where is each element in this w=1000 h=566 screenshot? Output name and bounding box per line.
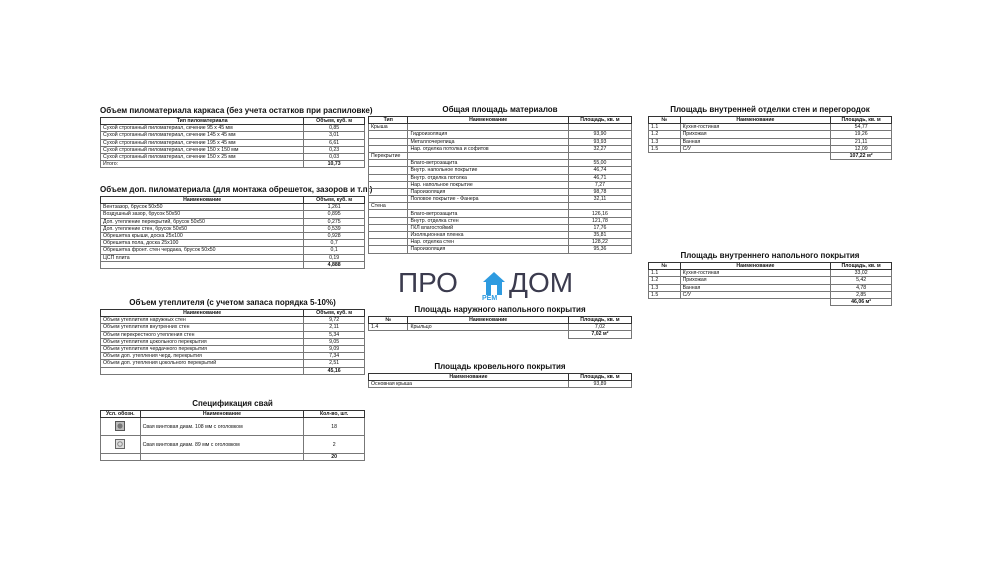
table-cell (408, 124, 568, 131)
inner-floor-title: Площадь внутреннего напольного покрытия (680, 251, 860, 260)
header-cell: Наименование (680, 117, 831, 124)
empty-cell (649, 298, 681, 305)
header-cell: Усл. обозн. (101, 411, 141, 418)
inner-walls-title: Площадь внутренней отделки стен и перегородок (670, 105, 870, 114)
table-cell: С/У (680, 291, 831, 298)
table-cell: Ванная (680, 284, 831, 291)
table-row (369, 224, 632, 231)
outer-floor-title: Площадь наружного напольного покрытия (414, 305, 586, 314)
table-header-row (369, 374, 632, 381)
table-total-row (649, 298, 892, 305)
table-cell: Крыша (369, 124, 408, 131)
inner-walls-table (648, 116, 892, 160)
table-cell: 0,895 (304, 211, 365, 218)
table-cell: Объем утеплителя наружных стен (101, 317, 304, 324)
header-cell: Площадь, кв. м (831, 263, 892, 270)
table-cell (369, 246, 408, 253)
table-cell (369, 181, 408, 188)
empty-cell (101, 261, 304, 268)
table-cell: Объем доп. утепления цокольного перекрытий (101, 360, 304, 367)
total-label: Итого: (101, 161, 304, 168)
table-cell: 1,261 (304, 204, 365, 211)
table-cell: 4,78 (831, 284, 892, 291)
header-cell: Площадь, кв. м (568, 374, 631, 381)
table-cell: Гидроизоляция (408, 131, 568, 138)
table-cell (369, 167, 408, 174)
total-value: 7,02 м² (568, 331, 631, 338)
empty-cell (101, 454, 141, 461)
frame-lumber-table (100, 117, 365, 168)
table-cell: 32,11 (568, 196, 631, 203)
total-value: 4,888 (304, 261, 365, 268)
total-value: 45,16 (304, 367, 365, 374)
table-cell: Сухой строганный пиломатериал, сечение 145 х 45 мм (101, 132, 304, 139)
pro-dom-logo (398, 268, 598, 308)
header-cell: Площадь, кв. м (831, 117, 892, 124)
table-cell: Внутр. отделка потолка (408, 174, 568, 181)
table-cell: 0,19 (304, 254, 365, 261)
table-cell: 7,34 (304, 353, 365, 360)
table-cell: Влаго-ветрозащита (408, 160, 568, 167)
table-row (649, 131, 892, 138)
table-cell: Воздушный зазор, брусок 50х50 (101, 211, 304, 218)
table-cell: 93,93 (568, 138, 631, 145)
header-cell: Наименование (101, 197, 304, 204)
extra-lumber-table (100, 196, 365, 269)
table-cell: Обрешетка крыши, доска 25х100 (101, 232, 304, 239)
header-cell: Объем, куб. м (304, 197, 365, 204)
table-row (101, 338, 365, 345)
header-cell: Площадь, кв. м (568, 117, 631, 124)
table-cell: 95,36 (568, 246, 631, 253)
header-cell: Кол-во, шт. (304, 411, 365, 418)
table-cell: 9,72 (304, 317, 365, 324)
table-cell: Объем утеплителя внутренних стен (101, 324, 304, 331)
insulation-block (100, 298, 365, 375)
table-row (101, 153, 365, 160)
table-row (101, 146, 365, 153)
table-cell: Сухой строганный пиломатериал, сечение 95 х 45 мм (101, 125, 304, 132)
table-row (101, 204, 365, 211)
pile-qty: 18 (304, 418, 365, 436)
extra-lumber-title: Объем доп. пиломатериала (для монтажа обрешеток, зазоров и т.п.) (100, 185, 373, 194)
table-row (101, 345, 365, 352)
frame-lumber-title: Объем пиломатериала каркаса (без учета остатков при распиловке) (100, 106, 373, 115)
table-cell: Объем доп. утепления черд. перекрытия (101, 353, 304, 360)
header-cell: № (369, 317, 408, 324)
table-cell: 93,90 (568, 131, 631, 138)
total-value: 107,22 м² (831, 152, 892, 159)
pile-symbol-108-icon (101, 418, 141, 436)
insulation-title: Объем утеплителя (с учетом запаса порядка 5-10%) (129, 298, 336, 307)
table-total-row (101, 161, 365, 168)
table-cell: Сухой строганный пиломатериал, сечение 195 х 45 мм (101, 139, 304, 146)
table-row (101, 324, 365, 331)
table-cell: 0,928 (304, 232, 365, 239)
table-cell: Внутр. напольное покрытие (408, 167, 568, 174)
header-cell: № (649, 117, 681, 124)
table-cell: Обрешетка фронт. стен чердака, брусок 50х50 (101, 247, 304, 254)
materials-block (368, 105, 632, 254)
table-row (649, 124, 892, 131)
table-cell: 0,85 (304, 125, 365, 132)
table-cell: 1.2 (649, 277, 681, 284)
table-cell: 93,89 (568, 381, 631, 388)
table-cell: Прихожая (680, 131, 831, 138)
pile-symbol-89-icon (101, 436, 141, 454)
table-header-row (101, 197, 365, 204)
table-cell: 121,78 (568, 217, 631, 224)
table-cell: Внутр. отделка стен (408, 217, 568, 224)
header-cell: Тип пиломатериала (101, 118, 304, 125)
table-cell (369, 239, 408, 246)
table-cell: Металлочерепица (408, 138, 568, 145)
table-cell: 1.5 (649, 145, 681, 152)
table-row (369, 160, 632, 167)
table-header-row (649, 117, 892, 124)
table-cell: 9,05 (304, 338, 365, 345)
header-cell: № (649, 263, 681, 270)
table-row (369, 188, 632, 195)
table-cell: 17,76 (568, 224, 631, 231)
insulation-table (100, 309, 365, 375)
empty-cell (649, 152, 681, 159)
table-cell (369, 196, 408, 203)
table-cell (369, 232, 408, 239)
table-cell: Доп. утепление перекрытий, брусок 50х50 (101, 218, 304, 225)
table-total-row (649, 152, 892, 159)
pile-total: 20 (304, 454, 365, 461)
table-cell: 46,74 (568, 167, 631, 174)
table-cell: 1.1 (649, 124, 681, 131)
header-cell: Наименование (101, 310, 304, 317)
table-cell: Сухой строганный пиломатериал, сечение 150 х 25 мм (101, 153, 304, 160)
table-cell: Вентзазор, брусок 50х50 (101, 204, 304, 211)
table-row (101, 211, 365, 218)
table-cell: 1.3 (649, 284, 681, 291)
table-cell: 1.1 (649, 270, 681, 277)
table-row (369, 203, 632, 210)
table-cell: 0,275 (304, 218, 365, 225)
table-cell: 128,22 (568, 239, 631, 246)
table-cell: 0,03 (304, 153, 365, 160)
table-cell: Нар. отделка потолка и софитов (408, 145, 568, 152)
table-row (649, 270, 892, 277)
header-cell: Наименование (680, 263, 831, 270)
roof-table (368, 373, 632, 388)
table-cell: 0,23 (304, 146, 365, 153)
header-cell: Наименование (408, 117, 568, 124)
table-cell: 2,85 (831, 291, 892, 298)
table-row (369, 124, 632, 131)
house-icon (481, 270, 507, 298)
table-cell: Стена (369, 203, 408, 210)
table-cell: Пароизоляция (408, 246, 568, 253)
table-cell: Прихожая (680, 277, 831, 284)
table-row (101, 331, 365, 338)
frame-lumber-block (100, 106, 373, 168)
table-cell (408, 152, 568, 159)
table-row (101, 240, 365, 247)
logo-dom-text: ДОМ (509, 267, 574, 298)
table-header-row (101, 310, 365, 317)
logo-pro-text: ПРО (398, 267, 458, 298)
table-cell: 1.2 (649, 131, 681, 138)
header-cell: Наименование (408, 317, 568, 324)
table-cell: 6,61 (304, 139, 365, 146)
table-header-row (101, 411, 365, 418)
table-cell: 0,1 (304, 247, 365, 254)
table-cell (369, 138, 408, 145)
empty-cell (680, 298, 831, 305)
table-cell: Объем утеплителя чердачного перекрытия (101, 345, 304, 352)
table-cell (369, 174, 408, 181)
table-cell: Объем перекрестного утепления стен (101, 331, 304, 338)
empty-cell (101, 367, 304, 374)
table-cell: Нар. напольное покрытие (408, 181, 568, 188)
table-row (369, 167, 632, 174)
table-row (101, 218, 365, 225)
table-cell: 7,27 (568, 181, 631, 188)
table-row (369, 181, 632, 188)
table-cell (369, 224, 408, 231)
table-cell: Обрешетка пола, доска 25х100 (101, 240, 304, 247)
table-cell: Перекрытие (369, 152, 408, 159)
table-row (369, 324, 632, 331)
table-row (101, 317, 365, 324)
table-cell: 12,09 (831, 145, 892, 152)
table-cell (568, 124, 631, 131)
inner-floor-block (648, 251, 892, 306)
table-row (101, 132, 365, 139)
table-cell: 1.5 (649, 291, 681, 298)
empty-cell (140, 454, 304, 461)
table-cell (408, 203, 568, 210)
table-cell (369, 131, 408, 138)
header-cell: Площадь, кв. м (568, 317, 631, 324)
table-cell: 7,02 (568, 324, 631, 331)
table-row (101, 436, 365, 454)
table-row (369, 381, 632, 388)
table-cell: 19,26 (831, 131, 892, 138)
table-cell: Изоляционная пленка (408, 232, 568, 239)
pile-qty: 2 (304, 436, 365, 454)
table-row (369, 145, 632, 152)
table-cell: 0,539 (304, 225, 365, 232)
table-header-row (649, 263, 892, 270)
table-cell: 2,51 (304, 360, 365, 367)
table-cell: Половое покрытие - Фанера (408, 196, 568, 203)
extra-lumber-block (100, 185, 373, 269)
table-cell: 46,71 (568, 174, 631, 181)
table-total-row (101, 367, 365, 374)
table-row (101, 139, 365, 146)
table-cell: Крыльцо (408, 324, 568, 331)
table-cell: 32,27 (568, 145, 631, 152)
table-row (369, 246, 632, 253)
table-cell (369, 210, 408, 217)
logo-rem-text: РЕМ (482, 295, 498, 302)
table-cell: Основная крыша (369, 381, 569, 388)
header-cell: Объем, куб. м (304, 118, 365, 125)
table-row (369, 217, 632, 224)
roof-block (368, 362, 632, 388)
table-cell: Сухой строганный пиломатериал, сечение 150 х 150 мм (101, 146, 304, 153)
table-row (101, 418, 365, 436)
table-header-row (369, 117, 632, 124)
total-value: 46,06 м² (831, 298, 892, 305)
table-row (649, 291, 892, 298)
outer-floor-table (368, 316, 632, 339)
empty-cell (680, 152, 831, 159)
roof-title: Площадь кровельного покрытия (434, 362, 566, 371)
materials-table (368, 116, 632, 254)
table-cell: 35,81 (568, 232, 631, 239)
table-cell: 21,11 (831, 138, 892, 145)
piles-title: Спецификация свай (192, 399, 273, 408)
table-row (369, 131, 632, 138)
table-total-row (101, 261, 365, 268)
table-cell: 54,77 (831, 124, 892, 131)
empty-cell (408, 331, 568, 338)
table-row (101, 360, 365, 367)
table-cell: Влаго-ветрозащита (408, 210, 568, 217)
table-row (369, 196, 632, 203)
table-cell: ГКЛ влагостойкий (408, 224, 568, 231)
table-cell (369, 145, 408, 152)
header-cell: Объем, куб. м (304, 310, 365, 317)
empty-cell (369, 331, 408, 338)
table-cell (369, 160, 408, 167)
table-cell: Доп. утепление стен, брусок 50х50 (101, 225, 304, 232)
pile-name: Свая винтовая диам. 89 мм с оголовком (140, 436, 304, 454)
table-cell: 3,01 (304, 132, 365, 139)
table-row (649, 138, 892, 145)
table-cell: Объем утеплителя цокольного перекрытия (101, 338, 304, 345)
inner-walls-block (648, 105, 892, 160)
outer-floor-block (368, 305, 632, 339)
table-cell: 1.3 (649, 138, 681, 145)
table-row (101, 125, 365, 132)
table-row (369, 232, 632, 239)
table-cell: 55,00 (568, 160, 631, 167)
piles-table (100, 410, 365, 461)
total-value: 10,73 (304, 161, 365, 168)
table-cell: 5,34 (304, 331, 365, 338)
inner-floor-table (648, 262, 892, 306)
table-cell (568, 203, 631, 210)
table-cell: Кухня-гостиная (680, 124, 831, 131)
table-row (649, 145, 892, 152)
table-cell (568, 152, 631, 159)
table-cell: Пароизоляция (408, 188, 568, 195)
table-cell: С/У (680, 145, 831, 152)
table-cell: 0,7 (304, 240, 365, 247)
table-row (369, 152, 632, 159)
pile-name: Свая винтовая диам. 108 мм с оголовком (140, 418, 304, 436)
table-row (369, 239, 632, 246)
table-row (101, 232, 365, 239)
table-cell: Нар. отделка стен (408, 239, 568, 246)
table-header-row (101, 118, 365, 125)
table-cell: Кухня-гостиная (680, 270, 831, 277)
table-cell: 1.4 (369, 324, 408, 331)
header-cell: Тип (369, 117, 408, 124)
table-cell: 9,09 (304, 345, 365, 352)
table-row (101, 247, 365, 254)
table-cell: 98,78 (568, 188, 631, 195)
table-row (101, 254, 365, 261)
header-cell: Наименование (140, 411, 304, 418)
table-row (649, 284, 892, 291)
table-cell (369, 188, 408, 195)
table-cell: ЦСП плита (101, 254, 304, 261)
table-cell (369, 217, 408, 224)
table-row (369, 138, 632, 145)
table-row (369, 210, 632, 217)
table-cell: 2,11 (304, 324, 365, 331)
header-cell: Наименование (369, 374, 569, 381)
table-total-row (369, 331, 632, 338)
table-row (369, 174, 632, 181)
piles-block (100, 399, 365, 461)
table-cell: 33,02 (831, 270, 892, 277)
materials-title: Общая площадь материалов (442, 105, 558, 114)
table-total-row (101, 454, 365, 461)
table-row (101, 225, 365, 232)
table-cell: Ванная (680, 138, 831, 145)
table-cell: 126,16 (568, 210, 631, 217)
table-row (101, 353, 365, 360)
table-header-row (369, 317, 632, 324)
table-cell: 5,42 (831, 277, 892, 284)
table-row (649, 277, 892, 284)
